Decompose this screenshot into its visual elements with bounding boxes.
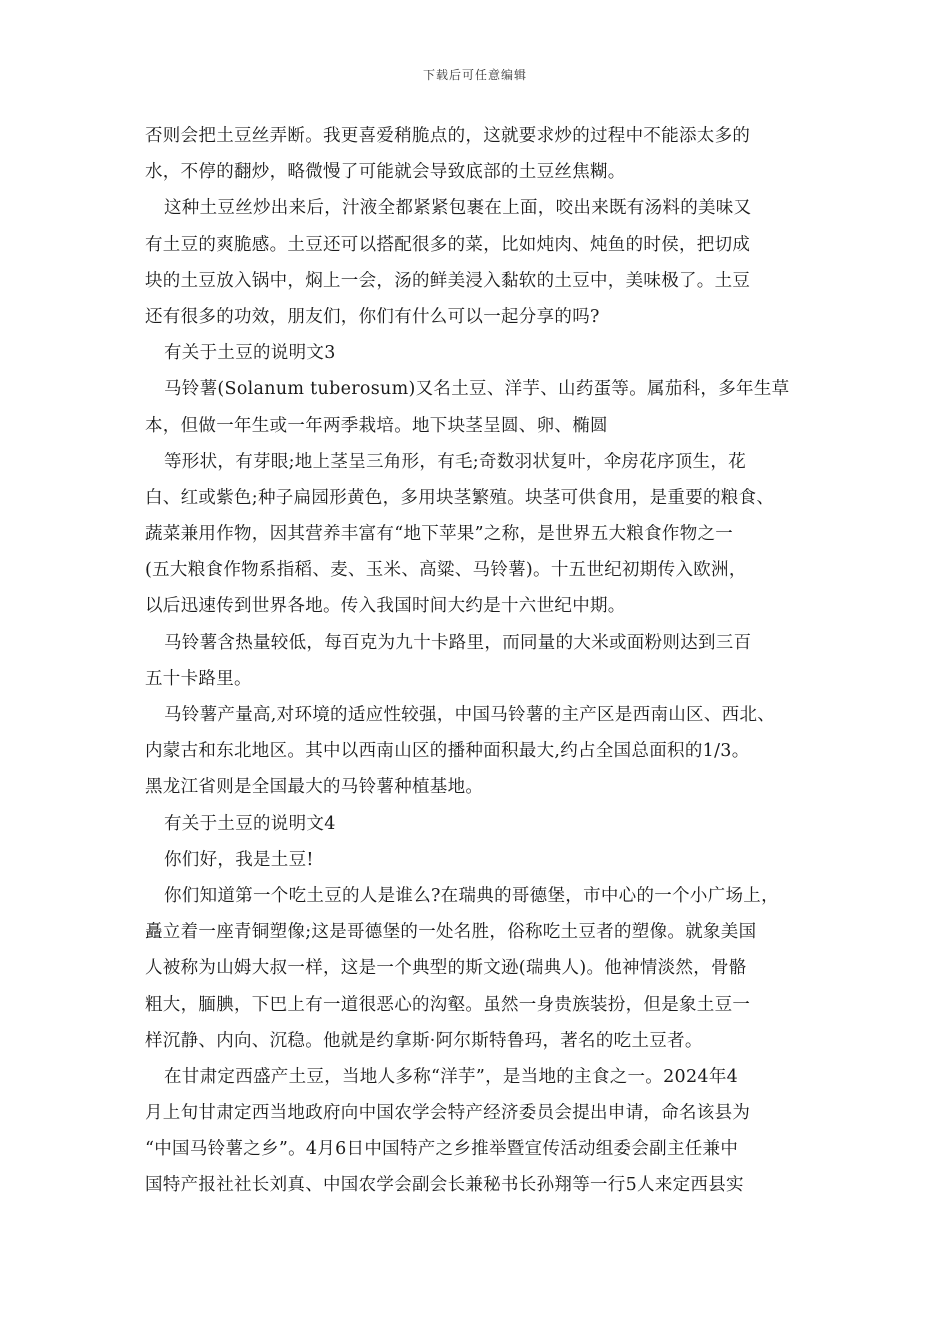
text-line: (五大粮食作物系指稻、麦、玉米、高粱、马铃薯)。十五世纪初期传入欧洲， — [145, 560, 747, 581]
text-line: 国特产报社社长刘真、中国农学会副会长兼秘书长孙翔等一行5人来定西县实 — [145, 1175, 744, 1196]
text-line: 内蒙古和东北地区。其中以西南山区的播种面积最大,约占全国总面积的1/3。 — [145, 741, 750, 762]
text-line: “中国马铃薯之乡”。4月6日中国特产之乡推举暨宣传活动组委会副主任兼中 — [145, 1139, 739, 1160]
text-line: 本，但做一年生或一年两季栽培。地下块茎呈圆、卵、椭圆 — [145, 415, 608, 436]
text-line: 还有很多的功效，朋友们，你们有什么可以一起分享的吗? — [145, 306, 600, 327]
text-line: 以后迅速传到世界各地。传入我国时间大约是十六世纪中期。 — [145, 596, 626, 617]
text-line: 有关于土豆的说明文3 — [164, 343, 336, 364]
text-line: 五十卡路里。 — [145, 668, 252, 689]
text-line: 人被称为山姆大叔一样，这是一个典型的斯文逊(瑞典人)。他神情淡然，骨骼 — [145, 958, 747, 979]
text-line: 水，不停的翻炒，略微慢了可能就会导致底部的土豆丝焦糊。 — [145, 162, 626, 183]
text-line: 粗大，腼腆，下巴上有一道很恶心的沟壑。虽然一身贵族装扮，但是象土豆一 — [145, 994, 751, 1015]
text-line: 月上旬甘肃定西当地政府向中国农学会特产经济委员会提出申请，命名该县为 — [145, 1103, 751, 1124]
text-line: 矗立着一座青铜塑像;这是哥德堡的一处名胜，俗称吃土豆者的塑像。就象美国 — [145, 922, 757, 943]
document-body — [145, 118, 811, 1204]
text-line: 在甘肃定西盛产土豆，当地人多称“洋芋”，是当地的主食之一。2024年4 — [164, 1066, 739, 1087]
text-line: 等形状，有芽眼;地上茎呈三角形，有毛;奇数羽状复叶，伞房花序顶生，花 — [164, 451, 746, 472]
text-line: 马铃薯含热量较低，每百克为九十卡路里，而同量的大米或面粉则达到三百 — [164, 632, 752, 653]
text-line: 否则会把土豆丝弄断。我更喜爱稍脆点的，这就要求炒的过程中不能添太多的 — [145, 126, 751, 146]
text-line: 块的土豆放入锅中，焖上一会，汤的鲜美浸入黏软的土豆中，美味极了。土豆 — [145, 270, 751, 291]
text-line: 你们好，我是土豆! — [164, 849, 314, 870]
text-line: 样沉静、内向、沉稳。他就是约拿斯·阿尔斯特鲁玛，著名的吃土豆者。 — [145, 1030, 703, 1051]
text-line: 黑龙江省则是全国最大的马铃薯种植基地。 — [145, 777, 484, 798]
page-header-note: 下载后可任意编辑 — [422, 68, 527, 82]
text-line: 马铃薯(Solanum tuberosum)又名土豆、洋芋、山药蛋等。属茄科，多年生草 — [164, 379, 790, 400]
text-line: 你们知道第一个吃土豆的人是谁么?在瑞典的哥德堡，市中心的一个小广场上， — [164, 885, 779, 906]
text-line: 蔬菜兼用作物，因其营养丰富有“地下苹果”之称，是世界五大粮食作物之一 — [145, 524, 734, 545]
text-line: 有土豆的爽脆感。土豆还可以搭配很多的菜，比如炖肉、炖鱼的时侯，把切成 — [145, 234, 751, 255]
text-line: 有关于土豆的说明文4 — [164, 813, 336, 834]
text-line: 白、红或紫色;种子扁园形黄色，多用块茎繁殖。块茎可供食用，是重要的粮食、 — [145, 487, 775, 508]
text-line: 马铃薯产量高,对环境的适应性较强，中国马铃薯的主产区是西南山区、西北、 — [164, 705, 776, 725]
text-line: 这种土豆丝炒出来后，汁液全都紧紧包裹在上面，咬出来既有汤料的美味又 — [164, 198, 752, 219]
